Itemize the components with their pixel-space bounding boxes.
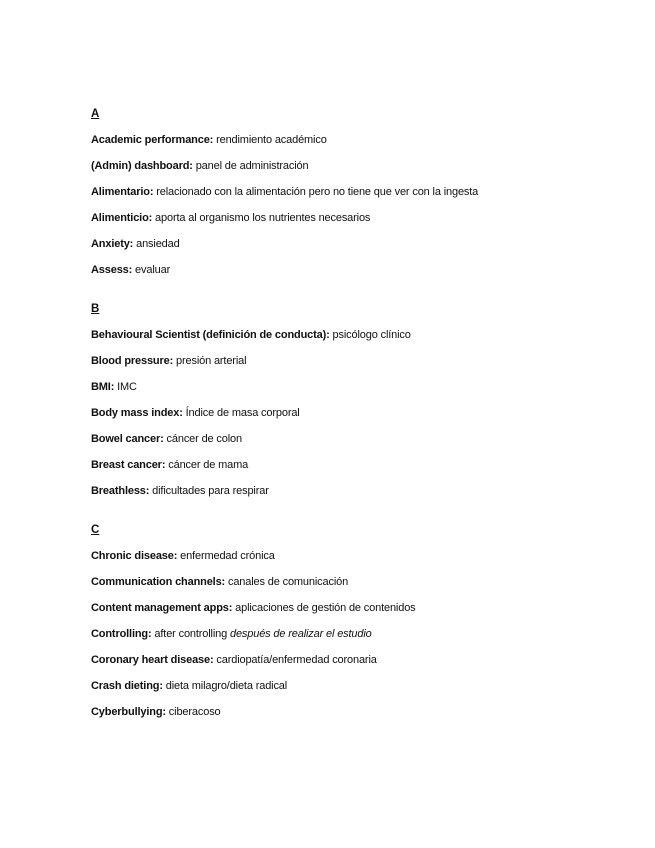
entry-term: Crash dieting: [91, 680, 163, 692]
glossary-entry [91, 133, 631, 147]
glossary-entry [91, 432, 631, 446]
entry-definition: aplicaciones de gestión de contenidos [232, 602, 416, 614]
entry-term: Controlling: [91, 628, 152, 640]
entry-term: Anxiety: [91, 238, 134, 250]
glossary-entry [91, 211, 631, 225]
entry-term: Bowel cancer: [91, 433, 164, 445]
glossary-entry [91, 575, 631, 589]
glossary-entry [91, 653, 631, 667]
entry-definition: ciberacoso [165, 706, 221, 718]
glossary-entry [91, 380, 631, 394]
entry-term: Content management apps: [91, 602, 233, 614]
entry-term: Breast cancer: [91, 459, 166, 471]
glossary-entry [91, 601, 631, 615]
glossary-entry [91, 185, 631, 199]
entry-term: Cyberbullying: [91, 706, 166, 718]
glossary-section-c [91, 523, 631, 719]
entry-definition: canales de comunicación [225, 576, 349, 588]
glossary-entry [91, 705, 631, 719]
entry-term: Blood pressure: [91, 355, 174, 367]
entry-term: Chronic disease: [91, 550, 178, 562]
glossary-entry [91, 627, 631, 641]
entry-term: Coronary heart disease: [91, 654, 214, 666]
entry-term: Communication channels: [91, 576, 226, 588]
entry-definition-italic: después de realizar el estudio [229, 628, 372, 640]
entry-definition: IMC [114, 381, 137, 393]
entry-term: BMI: [91, 381, 115, 393]
section-letter: A [91, 108, 100, 120]
glossary-entry [91, 406, 631, 420]
glossary-entry [91, 679, 631, 693]
glossary-section-a [91, 107, 631, 277]
entry-term: Assess: [91, 264, 133, 276]
entry-definition: dieta milagro/dieta radical [162, 680, 288, 692]
glossary-entry [91, 328, 631, 342]
entry-definition: psicólogo clínico [329, 329, 411, 341]
section-letter: C [91, 524, 100, 536]
glossary-entry [91, 159, 631, 173]
entry-term: Behavioural Scientist (definición de conducta): [91, 329, 330, 341]
entry-definition: Índice de masa corporal [182, 407, 300, 419]
glossary-entry [91, 484, 631, 498]
entry-definition: dificultades para respirar [149, 485, 269, 497]
entry-term: Breathless: [91, 485, 150, 497]
entry-definition: presión arterial [173, 355, 247, 367]
section-letter: B [91, 303, 100, 315]
entry-definition: after controlling [151, 628, 230, 640]
entry-definition: panel de administración [192, 160, 309, 172]
entry-definition: aporta al organismo los nutrientes necesarios [152, 212, 371, 224]
glossary-entry [91, 263, 631, 277]
entry-term: Body mass index: [91, 407, 183, 419]
entry-term: Academic performance: [91, 134, 214, 146]
entry-definition: cardiopatía/enfermedad coronaria [213, 654, 377, 666]
entry-term: Alimentario: [91, 186, 154, 198]
glossary-entry [91, 354, 631, 368]
glossary-entry [91, 237, 631, 251]
entry-definition: cáncer de mama [165, 459, 249, 471]
entry-definition: evaluar [132, 264, 171, 276]
entry-definition: rendimiento académico [213, 134, 327, 146]
glossary-entry [91, 549, 631, 563]
glossary-entry [91, 458, 631, 472]
entry-term: Alimenticio: [91, 212, 153, 224]
entry-definition: relacionado con la alimentación pero no tiene que ver con la ingesta [153, 186, 479, 198]
entry-definition: ansiedad [133, 238, 180, 250]
glossary-page [91, 107, 631, 719]
glossary-section-b [91, 302, 631, 498]
entry-term: (Admin) dashboard: [91, 160, 193, 172]
entry-definition: enfermedad crónica [177, 550, 275, 562]
entry-definition: cáncer de colon [163, 433, 242, 445]
